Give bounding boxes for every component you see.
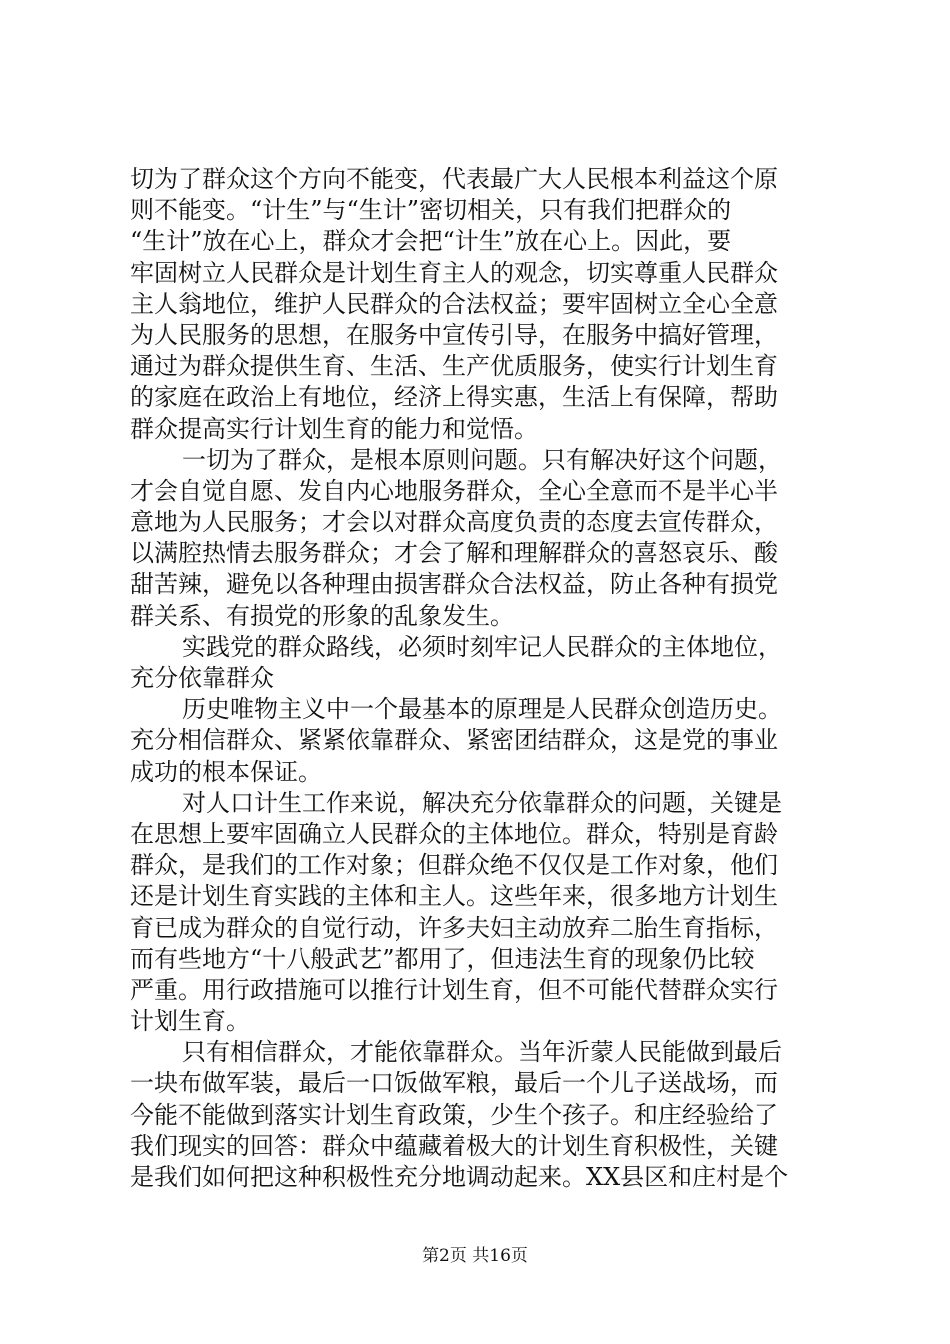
text-line: 是我们如何把这种积极性充分地调动起来。XX县区和庄村是个 <box>130 1163 789 1191</box>
text-line: 严重。用行政措施可以推行计划生育，但不可能代替群众实行 <box>130 975 778 1004</box>
paragraph-first-line: 只有相信群众，才能依靠群众。当年沂蒙人民能做到最后 <box>182 1038 782 1067</box>
text-line: 计划生育。 <box>130 1007 250 1036</box>
text-line: 的家庭在政治上有地位，经济上得实惠，生活上有保障，帮助 <box>130 383 778 412</box>
text-line: 群众，是我们的工作对象；但群众绝不仅仅是工作对象，他们 <box>130 851 778 880</box>
document-body <box>130 164 830 1193</box>
text-line: 还是计划生育实践的主体和主人。这些年来，很多地方计划生 <box>130 882 778 911</box>
text-line: 以满腔热情去服务群众；才会了解和理解群众的喜怒哀乐、酸 <box>130 539 778 568</box>
text-line: 我们现实的回答：群众中蕴藏着极大的计划生育积极性，关键 <box>130 1131 778 1160</box>
section-heading-line: 充分依靠群众 <box>130 664 274 692</box>
text-line: 群关系、有损党的形象的乱象发生。 <box>130 601 514 630</box>
text-line: 群众提高实行计划生育的能力和觉悟。 <box>130 414 538 443</box>
text-line: “生计”放在心上，群众才会把“计生”放在心上。因此，要 <box>130 227 732 256</box>
text-line: 育已成为群众的自觉行动，许多夫妇主动放弃二胎生育指标， <box>130 913 778 942</box>
paragraph-first-line: 一切为了群众，是根本原则问题。只有解决好这个问题， <box>182 445 782 474</box>
text-line: 今能不能做到落实计划生育政策，少生个孩子。和庄经验给了 <box>130 1100 778 1129</box>
text-line: 通过为群众提供生育、生活、生产优质服务，使实行计划生育 <box>130 352 778 381</box>
text-line: 充分相信群众、紧紧依靠群众、紧密团结群众，这是党的事业 <box>130 726 778 755</box>
paragraph-first-line: 历史唯物主义中一个最基本的原理是人民群众创造历史。 <box>182 695 782 724</box>
text-line: 甜苦辣，避免以各种理由损害群众合法权益，防止各种有损党 <box>130 570 778 599</box>
paragraph-first-line: 对人口计生工作来说，解决充分依靠群众的问题，关键是 <box>182 788 782 817</box>
section-heading-line: 实践党的群众路线，必须时刻牢记人民群众的主体地位， <box>182 632 782 661</box>
text-line: 意地为人民服务；才会以对群众高度负责的态度去宣传群众， <box>130 508 778 537</box>
text-line: 为人民服务的思想，在服务中宣传引导，在服务中搞好管理， <box>130 320 778 349</box>
text-line: 主人翁地位，维护人民群众的合法权益；要牢固树立全心全意 <box>130 289 778 318</box>
page-number-label: 第2页 共16页 <box>422 1246 528 1266</box>
page-footer <box>0 1241 950 1266</box>
text-line: 一块布做军装，最后一口饭做军粮，最后一个儿子送战场，而 <box>130 1069 778 1098</box>
text-line: 才会自觉自愿、发自内心地服务群众，全心全意而不是半心半 <box>130 476 778 505</box>
text-line: 而有些地方“十八般武艺”都用了，但违法生育的现象仍比较 <box>130 944 755 973</box>
text-line: 牢固树立人民群众是计划生育主人的观念，切实尊重人民群众 <box>130 258 778 287</box>
text-line: 则不能变。“计生”与“生计”密切相关，只有我们把群众的 <box>130 196 732 225</box>
text-line: 成功的根本保证。 <box>130 757 322 786</box>
text-line: 在思想上要牢固确立人民群众的主体地位。群众，特别是育龄 <box>130 819 778 848</box>
text-line: 切为了群众这个方向不能变，代表最广大人民根本利益这个原 <box>130 165 778 193</box>
